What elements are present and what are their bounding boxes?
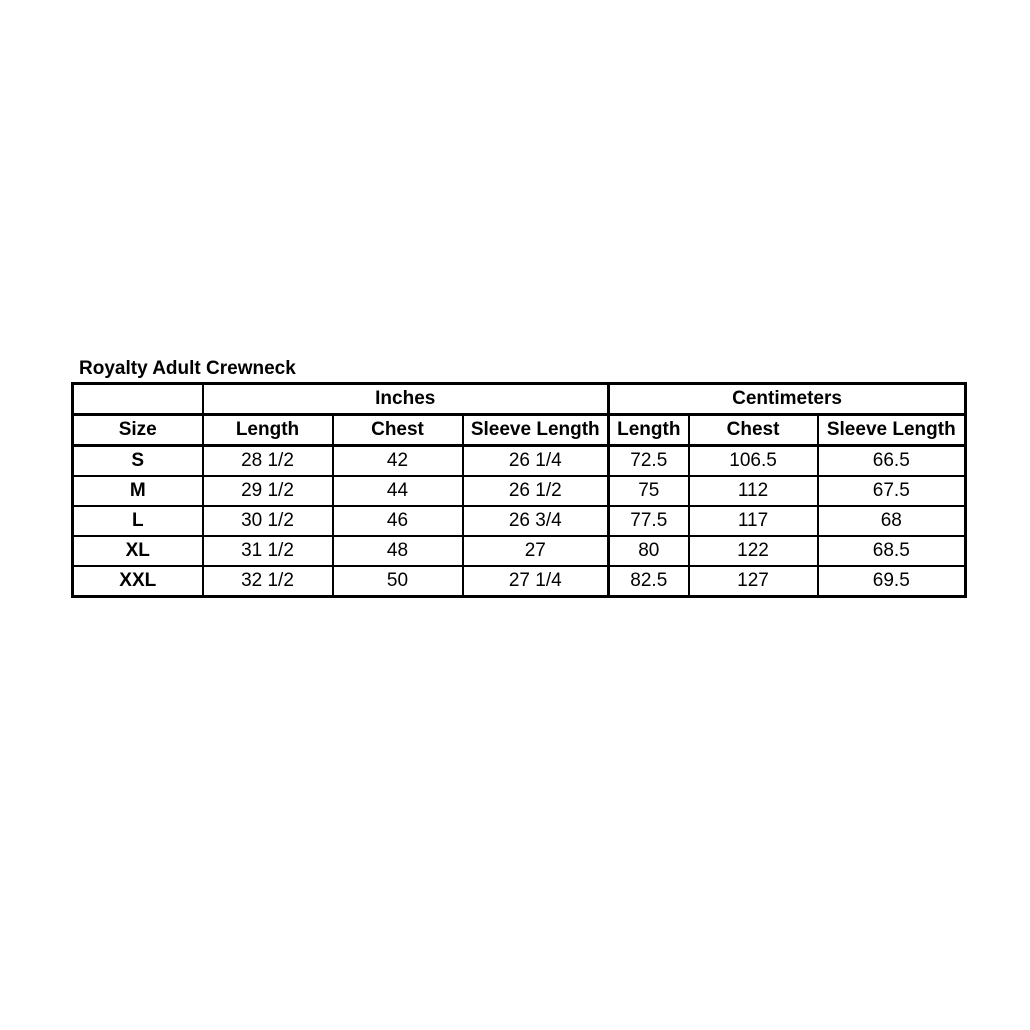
cm-chest-cell: 106.5 <box>689 446 818 477</box>
inches-sleeve-cell: 27 <box>463 536 609 566</box>
cm-chest-cell: 117 <box>689 506 818 536</box>
cm-chest-cell: 122 <box>689 536 818 566</box>
inches-chest-cell: 50 <box>333 566 463 597</box>
cm-chest-cell: 112 <box>689 476 818 506</box>
cm-length-header: Length <box>609 415 689 446</box>
size-cell: L <box>73 506 203 536</box>
size-chart-table <box>71 382 967 598</box>
size-column-header: Size <box>73 415 203 446</box>
table-row <box>73 446 966 477</box>
inches-chest-cell: 44 <box>333 476 463 506</box>
size-cell: M <box>73 476 203 506</box>
inches-length-cell: 30 1/2 <box>203 506 333 536</box>
cm-sleeve-cell: 68.5 <box>818 536 966 566</box>
cm-sleeve-length-header: Sleeve Length <box>818 415 966 446</box>
inches-length-cell: 32 1/2 <box>203 566 333 597</box>
inches-chest-cell: 48 <box>333 536 463 566</box>
cm-length-cell: 82.5 <box>609 566 689 597</box>
size-cell: XXL <box>73 566 203 597</box>
cm-length-cell: 72.5 <box>609 446 689 477</box>
cm-sleeve-cell: 67.5 <box>818 476 966 506</box>
inches-sleeve-cell: 27 1/4 <box>463 566 609 597</box>
inches-sleeve-cell: 26 3/4 <box>463 506 609 536</box>
cm-sleeve-cell: 69.5 <box>818 566 966 597</box>
size-chart-title: Royalty Adult Crewneck <box>79 358 296 379</box>
cm-chest-header: Chest <box>689 415 818 446</box>
inches-group-header: Inches <box>203 384 609 415</box>
table-row <box>73 506 966 536</box>
inches-chest-cell: 46 <box>333 506 463 536</box>
unit-group-row <box>73 384 966 415</box>
table-row <box>73 566 966 597</box>
size-cell: XL <box>73 536 203 566</box>
column-header-row <box>73 415 966 446</box>
inches-chest-cell: 42 <box>333 446 463 477</box>
inches-sleeve-length-header: Sleeve Length <box>463 415 609 446</box>
cm-length-cell: 80 <box>609 536 689 566</box>
cm-sleeve-cell: 66.5 <box>818 446 966 477</box>
table-row <box>73 476 966 506</box>
cm-sleeve-cell: 68 <box>818 506 966 536</box>
size-cell: S <box>73 446 203 477</box>
inches-length-header: Length <box>203 415 333 446</box>
cm-length-cell: 75 <box>609 476 689 506</box>
cm-chest-cell: 127 <box>689 566 818 597</box>
inches-chest-header: Chest <box>333 415 463 446</box>
table-row <box>73 536 966 566</box>
inches-length-cell: 28 1/2 <box>203 446 333 477</box>
inches-sleeve-cell: 26 1/4 <box>463 446 609 477</box>
inches-length-cell: 31 1/2 <box>203 536 333 566</box>
cm-length-cell: 77.5 <box>609 506 689 536</box>
empty-header-cell <box>73 384 203 415</box>
inches-sleeve-cell: 26 1/2 <box>463 476 609 506</box>
inches-length-cell: 29 1/2 <box>203 476 333 506</box>
centimeters-group-header: Centimeters <box>609 384 966 415</box>
